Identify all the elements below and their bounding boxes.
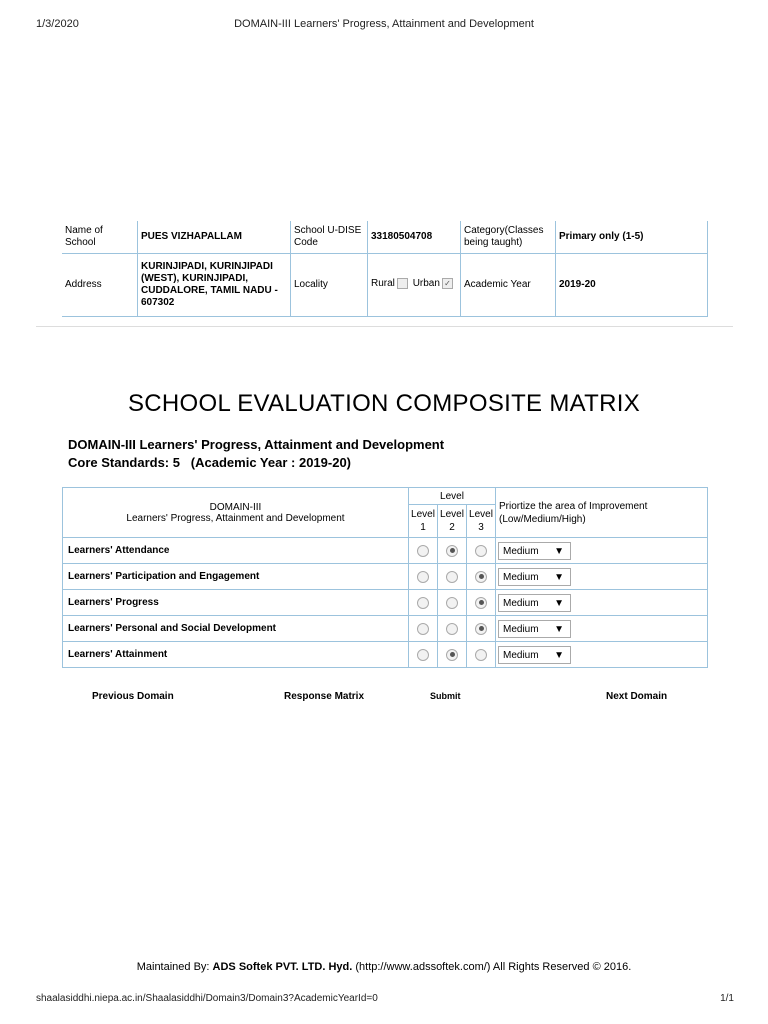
response-matrix-button[interactable]: Response Matrix (284, 691, 365, 702)
address-label: Address (62, 253, 138, 316)
footer-suffix: (http://www.adssoftek.com/) All Rights Reserved © 2016. (352, 961, 632, 973)
locality-label: Locality (291, 253, 368, 316)
level-2-radio[interactable] (446, 623, 458, 635)
rural-checkbox[interactable] (397, 278, 408, 289)
academic-year-label: Academic Year (461, 253, 556, 316)
domain-subtitle: DOMAIN-III Learners' Progress, Attainment and Development (68, 437, 445, 452)
priority-select[interactable] (498, 542, 571, 560)
level-1-cell (409, 538, 438, 564)
level-3-cell (467, 538, 496, 564)
level-header: Level (409, 488, 496, 505)
level-3-radio[interactable] (475, 623, 487, 635)
composite-matrix-table (62, 487, 708, 668)
dropdown-arrow-icon: ▼ (554, 571, 564, 583)
priority-header: Priortize the area of Improvement (Low/Medium/High) (496, 488, 708, 538)
level-2-radio[interactable] (446, 597, 458, 609)
row-name: Learners' Participation and Engagement (63, 564, 409, 590)
level-1-cell (409, 616, 438, 642)
page-title: SCHOOL EVALUATION COMPOSITE MATRIX (127, 390, 641, 417)
level-2-radio[interactable] (446, 571, 458, 583)
urban-checkbox[interactable]: ✓ (442, 278, 453, 289)
urban-label: Urban (412, 278, 440, 290)
priority-select[interactable] (498, 594, 571, 612)
matrix-row (63, 538, 708, 564)
category-value: Primary only (1-5) (556, 221, 708, 253)
level-2-cell (438, 642, 467, 668)
rural-label: Rural (371, 278, 395, 290)
priority-value: Medium (503, 597, 539, 609)
level-3-radio[interactable] (475, 571, 487, 583)
priority-cell (496, 616, 708, 642)
domain-header-title: DOMAIN-III (209, 501, 262, 513)
submit-button[interactable]: Submit (430, 691, 461, 701)
level-2-cell (438, 564, 467, 590)
priority-select[interactable] (498, 620, 571, 638)
level-2-radio[interactable] (446, 649, 458, 661)
level-2-cell (438, 590, 467, 616)
print-url: shaalasiddhi.niepa.ac.in/Shaalasiddhi/Domain3/Domain3?AcademicYearId=0 (36, 993, 378, 1004)
footer (0, 961, 768, 973)
level-1-radio[interactable] (417, 545, 429, 557)
priority-select[interactable] (498, 646, 571, 664)
row-name: Learners' Personal and Social Development (63, 616, 409, 642)
core-standards-subtitle: Core Standards: 5 (Academic Year : 2019-20) (68, 455, 351, 470)
level-3-cell (467, 616, 496, 642)
academic-year-value: 2019-20 (556, 253, 708, 316)
locality-options (368, 253, 461, 316)
print-title: DOMAIN-III Learners' Progress, Attainment and Development (234, 18, 534, 30)
level-2-radio[interactable] (446, 545, 458, 557)
udise-label: School U-DISE Code (291, 221, 368, 253)
category-label: Category(Classes being taught) (461, 221, 556, 253)
address-value: KURINJIPADI, KURINJIPADI (WEST), KURINJIPADI, CUDDALORE, TAMIL NADU - 607302 (138, 253, 291, 316)
school-name: PUES VIZHAPALLAM (138, 221, 291, 253)
row-name: Learners' Progress (63, 590, 409, 616)
level-3-cell (467, 642, 496, 668)
priority-cell (496, 538, 708, 564)
level-3-radio[interactable] (475, 545, 487, 557)
domain-header-sub: Learners' Progress, Attainment and Development (126, 512, 345, 524)
priority-cell (496, 564, 708, 590)
level-1-cell (409, 590, 438, 616)
divider (36, 326, 733, 327)
priority-value: Medium (503, 545, 539, 557)
dropdown-arrow-icon: ▼ (554, 623, 564, 635)
priority-select[interactable] (498, 568, 571, 586)
priority-value: Medium (503, 649, 539, 661)
priority-value: Medium (503, 571, 539, 583)
priority-cell (496, 642, 708, 668)
level-1-radio[interactable] (417, 649, 429, 661)
print-page-number: 1/1 (720, 993, 734, 1004)
next-domain-button[interactable]: Next Domain (606, 691, 668, 702)
level-3-radio[interactable] (475, 597, 487, 609)
priority-cell (496, 590, 708, 616)
level-3-cell (467, 590, 496, 616)
level-2-cell (438, 616, 467, 642)
school-info-table (62, 221, 708, 317)
matrix-row (63, 616, 708, 642)
matrix-row (63, 642, 708, 668)
level-1-header: Level 1 (409, 505, 438, 538)
level-1-cell (409, 642, 438, 668)
dropdown-arrow-icon: ▼ (554, 649, 564, 661)
name-label: Name of School (62, 221, 138, 253)
level-1-radio[interactable] (417, 571, 429, 583)
level-1-cell (409, 564, 438, 590)
matrix-row (63, 564, 708, 590)
level-3-header: Level 3 (467, 505, 496, 538)
level-2-cell (438, 538, 467, 564)
level-3-cell (467, 564, 496, 590)
level-2-header: Level 2 (438, 505, 467, 538)
previous-domain-button[interactable]: Previous Domain (92, 691, 174, 702)
matrix-row (63, 590, 708, 616)
level-3-radio[interactable] (475, 649, 487, 661)
level-1-radio[interactable] (417, 597, 429, 609)
footer-prefix: Maintained By: (136, 961, 213, 973)
footer-company: ADS Softek PVT. LTD. Hyd. (212, 961, 353, 973)
dropdown-arrow-icon: ▼ (554, 545, 564, 557)
print-date: 1/3/2020 (36, 18, 79, 30)
priority-value: Medium (503, 623, 539, 635)
dropdown-arrow-icon: ▼ (554, 597, 564, 609)
level-1-radio[interactable] (417, 623, 429, 635)
domain-header (63, 488, 409, 538)
row-name: Learners' Attainment (63, 642, 409, 668)
row-name: Learners' Attendance (63, 538, 409, 564)
udise-code: 33180504708 (368, 221, 461, 253)
